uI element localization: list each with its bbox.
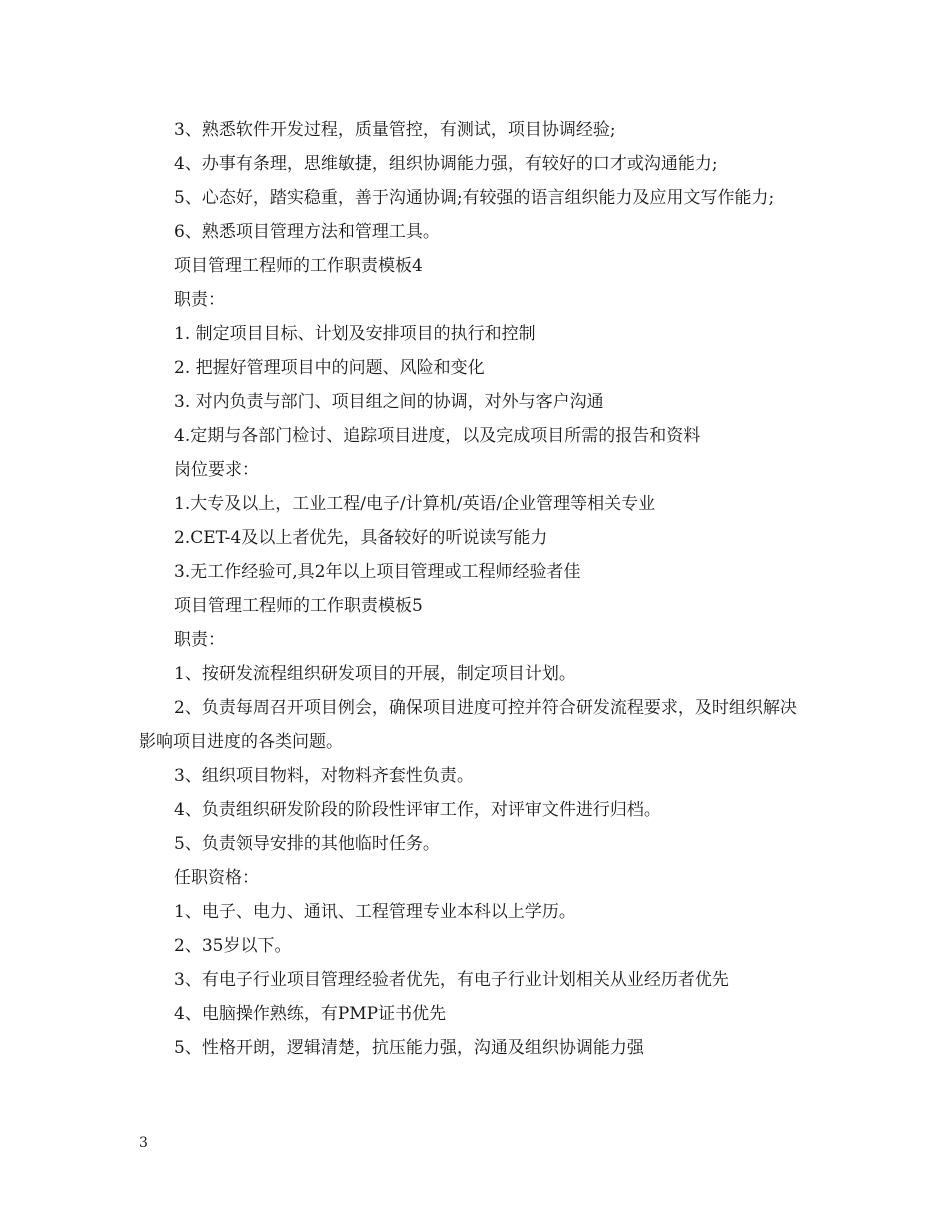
paragraph: 2、35岁以下。: [174, 936, 292, 956]
paragraph: 3. 对内负责与部门、项目组之间的协调，对外与客户沟通: [174, 392, 604, 412]
paragraph: 5、心态好，踏实稳重，善于沟通协调;有较强的语言组织能力及应用文写作能力;: [174, 188, 775, 208]
section-heading: 项目管理工程师的工作职责模板5: [174, 596, 423, 616]
paragraph: 2. 把握好管理项目中的问题、风险和变化: [174, 358, 485, 378]
paragraph: 5、负责领导安排的其他临时任务。: [174, 834, 440, 854]
paragraph: 2、负责每周召开项目例会，确保项目进度可控并符合研发流程要求，及时组织解决影响项目进度的各类问题。: [139, 698, 797, 752]
paragraph: 3、熟悉软件开发过程，质量管控，有测试，项目协调经验;: [174, 120, 616, 140]
paragraph: 3.无工作经验可,具2年以上项目管理或工程师经验者佳: [174, 562, 581, 582]
subsection-label: 任职资格：: [174, 868, 259, 888]
paragraph: 5、性格开朗，逻辑清楚，抗压能力强，沟通及组织协调能力强: [174, 1038, 644, 1058]
page-number: 3: [139, 1135, 148, 1151]
paragraph: 1、按研发流程组织研发项目的开展，制定项目计划。: [174, 664, 576, 684]
subsection-label: 岗位要求：: [174, 460, 259, 480]
paragraph: 1.大专及以上，工业工程/电子/计算机/英语/企业管理等相关专业: [174, 494, 656, 514]
paragraph: 3、组织项目物料，对物料齐套性负责。: [174, 766, 474, 786]
paragraph: 1、电子、电力、通讯、工程管理专业本科以上学历。: [174, 902, 576, 922]
paragraph: 6、熟悉项目管理方法和管理工具。: [174, 222, 440, 242]
paragraph: 4、负责组织研发阶段的阶段性评审工作，对评审文件进行归档。: [174, 800, 661, 820]
document-body: [139, 113, 811, 1065]
paragraph: 3、有电子行业项目管理经验者优先，有电子行业计划相关从业经历者优先: [174, 970, 729, 990]
section-heading: 项目管理工程师的工作职责模板4: [174, 256, 423, 276]
paragraph: 4、办事有条理，思维敏捷，组织协调能力强，有较好的口才或沟通能力;: [174, 154, 718, 174]
paragraph: 2.CET-4及以上者优先，具备较好的听说读写能力: [174, 528, 548, 548]
paragraph: 4、电脑操作熟练，有PMP证书优先: [174, 1004, 447, 1024]
subsection-label: 职责：: [174, 290, 225, 310]
paragraph: 4.定期与各部门检讨、追踪项目进度，以及完成项目所需的报告和资料: [174, 426, 701, 446]
subsection-label: 职责：: [174, 630, 225, 650]
paragraph: 1. 制定项目目标、计划及安排项目的执行和控制: [174, 324, 536, 344]
